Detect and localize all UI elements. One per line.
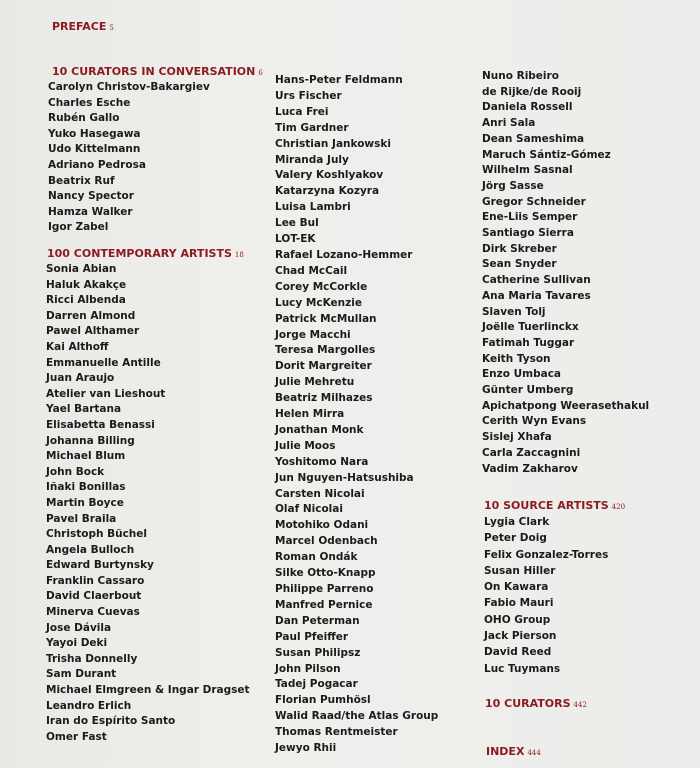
list-item[interactable]: de Rijke/de Rooij [482, 85, 582, 98]
list-item[interactable]: David Reed [484, 646, 552, 659]
list-item[interactable]: Santiago Sierra [482, 227, 574, 240]
list-item[interactable]: Dean Sameshima [482, 132, 585, 145]
page-number: 18 [234, 251, 244, 259]
heading-label: 10 SOURCE ARTISTS [484, 499, 609, 512]
list-item[interactable]: LOT-EK [275, 233, 316, 246]
section-heading-curators[interactable] [485, 697, 587, 710]
list-item[interactable]: Yael Bartana [46, 403, 122, 416]
list-item[interactable]: Jack Pierson [484, 630, 557, 643]
list-item[interactable]: Maruch Sántiz-Gómez [482, 148, 611, 161]
list-item[interactable]: Julie Moos [275, 439, 336, 452]
list-item[interactable]: Elisabetta Benassi [46, 418, 155, 431]
list-item[interactable]: Valery Koshlyakov [275, 169, 384, 182]
section-heading-curators-in-conversation[interactable] [52, 65, 263, 78]
list-item[interactable]: Christian Jankowski [275, 137, 391, 150]
page-number: 442 [573, 701, 587, 709]
list-item[interactable]: Olaf Nicolai [275, 503, 343, 516]
section-heading-preface[interactable] [52, 20, 114, 33]
list-item[interactable]: Hamza Walker [48, 205, 133, 218]
list-item[interactable]: OHO Group [484, 613, 551, 626]
list-item[interactable]: Peter Doig [484, 532, 547, 545]
list-item[interactable]: Teresa Margolles [275, 344, 376, 357]
list-item[interactable]: Fatimah Tuggar [482, 336, 575, 349]
list-item[interactable]: Pavel Braila [46, 512, 117, 525]
list-item[interactable]: Felix Gonzalez-Torres [484, 548, 609, 561]
contemporary-artists-list-col2 [275, 73, 438, 757]
heading-label: 100 CONTEMPORARY ARTISTS [47, 247, 232, 260]
list-item[interactable]: Iran do Espírito Santo [46, 715, 176, 728]
list-item[interactable]: Beatriz Milhazes [275, 392, 373, 405]
list-item[interactable]: Chad McCail [275, 264, 348, 277]
list-item[interactable]: Jörg Sasse [482, 179, 544, 192]
list-item[interactable]: Manfred Pernice [275, 598, 373, 611]
list-item[interactable]: Pawel Althamer [46, 325, 140, 338]
list-item[interactable]: Sonia Abian [46, 263, 117, 275]
list-item[interactable]: Wilhelm Sasnal [482, 164, 573, 177]
list-item[interactable]: Miranda July [275, 153, 349, 166]
list-item[interactable]: Haluk Akakçe [46, 278, 127, 291]
list-item[interactable]: Luisa Lambri [275, 201, 351, 214]
list-item[interactable]: Edward Burtynsky [46, 559, 154, 572]
list-item[interactable]: Udo Kittelmann [48, 143, 141, 156]
list-item[interactable]: Michael Blum [46, 450, 126, 463]
section-heading-source-artists[interactable] [484, 499, 625, 512]
list-item[interactable]: Lee Bul [275, 217, 319, 230]
list-item[interactable]: Adriano Pedrosa [48, 158, 146, 171]
list-item[interactable]: Julie Mehretu [275, 376, 355, 389]
list-item[interactable]: Leandro Erlich [46, 699, 132, 712]
list-item[interactable]: John Pilson [275, 662, 341, 675]
list-item[interactable]: Philippe Parreno [275, 583, 374, 595]
page-number: 420 [611, 503, 626, 511]
heading-label: 10 CURATORS [485, 697, 571, 710]
list-item[interactable]: Sislej Xhafa [482, 431, 552, 444]
list-item[interactable]: Ana Maria Tavares [482, 289, 591, 302]
list-item[interactable]: Silke Otto-Knapp [275, 567, 376, 580]
list-item[interactable]: Omer Fast [46, 730, 107, 743]
list-item[interactable]: Yayoi Deki [46, 637, 108, 650]
list-item[interactable]: Rafael Lozano-Hemmer [275, 248, 413, 261]
list-item[interactable]: Luc Tuymans [484, 662, 561, 675]
list-item[interactable]: On Kawara [484, 581, 549, 594]
list-item[interactable]: Tim Gardner [275, 121, 349, 134]
list-item[interactable]: Beatrix Ruf [48, 174, 115, 187]
section-heading-contemporary-artists[interactable] [47, 247, 244, 260]
list-item[interactable]: Igor Zabel [48, 221, 109, 234]
list-item[interactable]: David Claerbout [46, 590, 142, 603]
list-item[interactable]: Cerith Wyn Evans [482, 415, 587, 428]
list-item[interactable]: Patrick McMullan [275, 312, 377, 325]
page-number: 6 [258, 69, 263, 77]
list-item[interactable]: Dan Peterman [275, 614, 360, 627]
list-item[interactable]: Sam Durant [46, 668, 117, 681]
heading-label: INDEX [486, 745, 525, 758]
list-item[interactable]: Thomas Rentmeister [275, 726, 398, 739]
list-item[interactable]: Johanna Billing [46, 434, 135, 447]
list-item[interactable]: Susan Hiller [484, 564, 556, 577]
list-item[interactable]: Jose Dávila [46, 621, 112, 634]
list-item[interactable]: Gregor Schneider [482, 195, 586, 208]
list-item[interactable]: Katarzyna Kozyra [275, 185, 380, 198]
list-item[interactable]: Motohiko Odani [275, 519, 369, 532]
list-item[interactable]: Franklin Cassaro [46, 574, 145, 587]
list-item[interactable]: Juan Araujo [46, 372, 115, 385]
heading-label: PREFACE [52, 20, 107, 33]
list-item[interactable]: Carla Zaccagnini [482, 446, 581, 459]
list-item[interactable]: Dorit Margreiter [275, 360, 372, 373]
list-item[interactable]: Corey McCorkle [275, 280, 368, 293]
contemporary-artists-list-col1 [46, 262, 250, 745]
heading-label: 10 CURATORS IN CONVERSATION [52, 65, 256, 78]
section-heading-index[interactable] [486, 745, 541, 758]
list-item[interactable]: Atelier van Lieshout [46, 387, 166, 400]
list-item[interactable]: Susan Philipsz [275, 646, 361, 659]
list-item[interactable]: Yoshitomo Nara [275, 455, 369, 468]
list-item[interactable]: Catherine Sullivan [482, 274, 591, 287]
list-item[interactable]: Florian Pumhösl [275, 694, 371, 707]
list-item[interactable]: Michael Elmgreen & Ingar Dragset [46, 684, 250, 697]
list-item[interactable]: Jewyo Rhii [275, 742, 337, 755]
list-item[interactable]: Roman Ondák [275, 551, 358, 564]
list-item[interactable]: Nancy Spector [48, 190, 134, 203]
list-item[interactable]: Enzo Umbaca [482, 368, 562, 381]
list-item[interactable]: Hans-Peter Feldmann [275, 74, 403, 86]
list-item[interactable]: Rubén Gallo [48, 112, 120, 125]
list-item[interactable]: Christoph Büchel [46, 528, 147, 541]
list-item[interactable]: Urs Fischer [275, 89, 342, 102]
list-item[interactable]: Emmanuelle Antille [46, 356, 161, 369]
source-artists-list [484, 514, 608, 677]
list-item[interactable]: Trisha Donnelly [46, 652, 138, 665]
list-item[interactable]: Yuko Hasegawa [48, 127, 141, 140]
list-item[interactable]: Lygia Clark [484, 516, 550, 528]
list-item[interactable]: Kai Althoff [46, 340, 109, 353]
list-item[interactable]: Angela Bulloch [46, 543, 135, 556]
curators-in-conversation-list [48, 80, 210, 236]
list-item[interactable]: Helen Mirra [275, 408, 345, 421]
list-item[interactable]: Joëlle Tuerlinckx [482, 321, 579, 334]
list-item[interactable]: Ricci Albenda [46, 294, 126, 307]
list-item[interactable]: Luca Frei [275, 105, 329, 118]
list-item[interactable]: Sean Snyder [482, 258, 557, 271]
list-item[interactable]: Daniela Rossell [482, 101, 573, 114]
list-item[interactable]: Martin Boyce [46, 496, 124, 509]
list-item[interactable]: Keith Tyson [482, 352, 551, 365]
list-item[interactable]: Jorge Macchi [275, 328, 351, 341]
list-item[interactable]: Nuno Ribeiro [482, 70, 559, 82]
page-number: 5 [109, 24, 114, 32]
list-item[interactable]: Ene-Liis Semper [482, 211, 578, 224]
contemporary-artists-list-col3 [482, 69, 649, 477]
list-item[interactable]: Vadim Zakharov [482, 462, 578, 475]
page-number: 444 [527, 749, 541, 757]
list-item[interactable]: Slaven Tolj [482, 305, 546, 318]
list-item[interactable]: Tadej Pogacar [275, 678, 358, 691]
list-item[interactable]: Jun Nguyen-Hatsushiba [275, 471, 414, 484]
list-item[interactable]: Minerva Cuevas [46, 606, 140, 619]
list-item[interactable]: Anri Sala [482, 117, 536, 130]
list-item[interactable]: Jonathan Monk [275, 423, 364, 436]
list-item[interactable]: Fabio Mauri [484, 597, 554, 610]
list-item[interactable]: Carsten Nicolai [275, 487, 365, 500]
list-item[interactable]: Darren Almond [46, 309, 136, 322]
list-item[interactable]: Charles Esche [48, 96, 131, 109]
list-item[interactable]: Walid Raad/the Atlas Group [275, 710, 439, 723]
list-item[interactable]: Carolyn Christov-Bakargiev [48, 81, 210, 93]
list-item[interactable]: Apichatpong Weerasethakul [482, 399, 650, 412]
list-item[interactable]: Paul Pfeiffer [275, 630, 349, 643]
list-item[interactable]: Dirk Skreber [482, 242, 557, 255]
list-item[interactable]: Günter Umberg [482, 384, 574, 397]
list-item[interactable]: Iñaki Bonillas [46, 481, 126, 494]
list-item[interactable]: John Bock [46, 465, 105, 478]
list-item[interactable]: Lucy McKenzie [275, 296, 362, 309]
list-item[interactable]: Marcel Odenbach [275, 535, 378, 548]
